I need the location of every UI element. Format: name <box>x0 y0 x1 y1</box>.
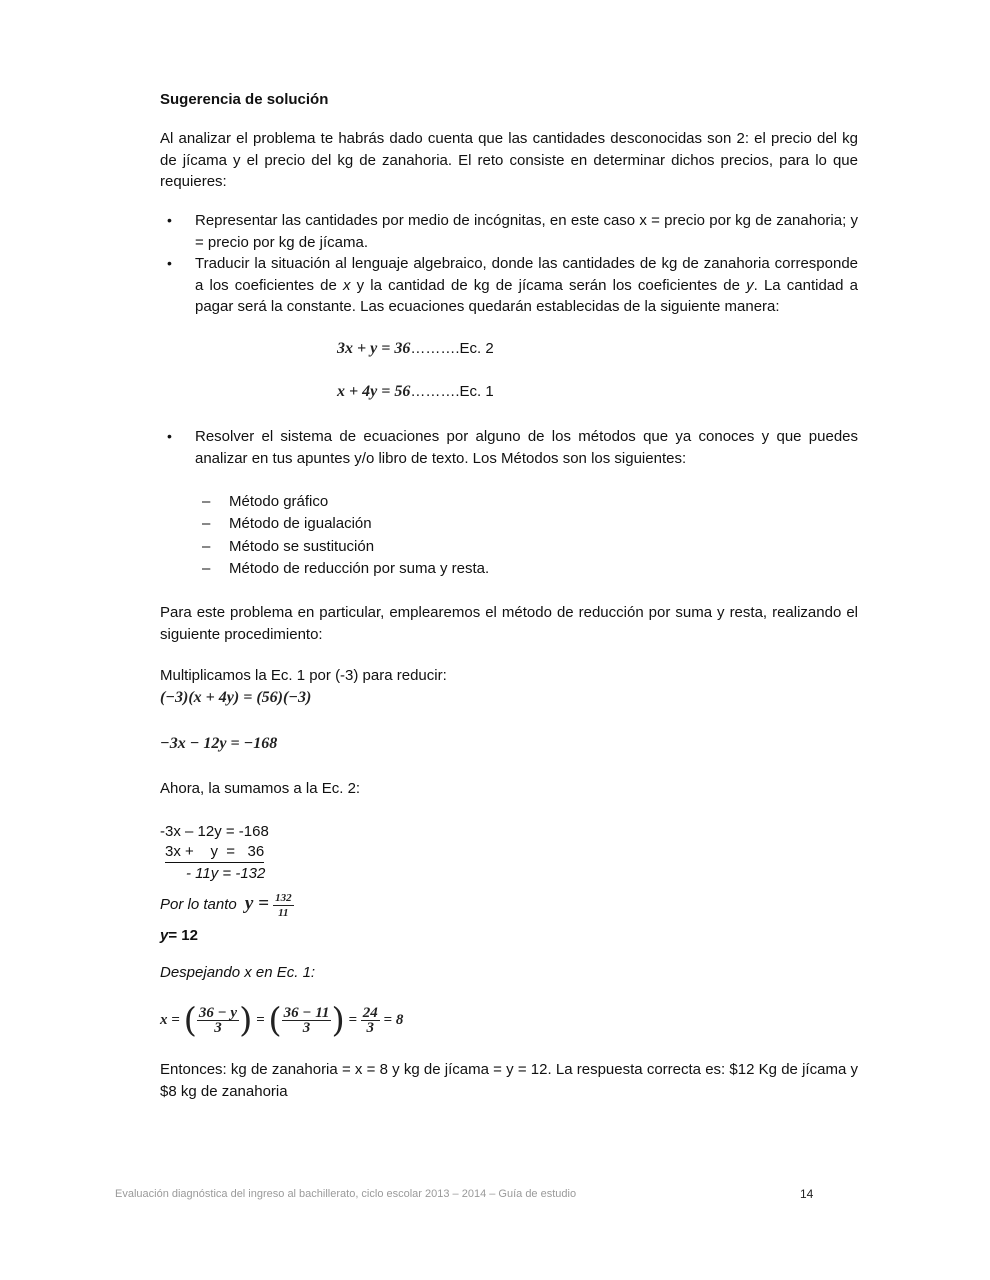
sum-line-2: 3x + y = 36 <box>165 842 264 863</box>
bullet-item-1 <box>160 210 858 253</box>
section-heading: Sugerencia de solución <box>160 91 329 108</box>
intro-paragraph <box>160 128 858 193</box>
footer-text: Evaluación diagnóstica del ingreso al bachillerato, ciclo escolar 2013 – 2014 – Guía de estudio <box>115 1188 577 1200</box>
intro-text: Al analizar el problema te habrás dado cuenta que las cantidades desconocidas son 2: el precio del kg de jícama y el precio del kg de zanahoria. El reto consiste en determinar dichos precios, para lo que requieres: <box>160 130 858 190</box>
bullet-item-2 <box>160 253 858 318</box>
y-equals: y = <box>244 893 269 914</box>
procedure-paragraph <box>160 602 858 645</box>
bullet-dot: • <box>167 428 172 444</box>
method-item-1: – Método gráfico <box>202 493 329 510</box>
bullet-dot: • <box>167 212 172 228</box>
bullet-list-2 <box>160 426 858 469</box>
y-result: y= 12 <box>160 927 198 944</box>
x-equation: x = ( $\frac{36 - y}{3}$ ) = ( $\frac{36 - 11}{3}$ ) = $\frac{24}{3}$ = 8 <box>160 1000 404 1041</box>
bullet-text-2: Traducir la situación al lenguaje algebraico, donde las cantidades de kg de zanahoria corresponde a los coeficientes de x y la cantidad de kg de jícama serán los coeficientes de y. La cantidad a pagar será la constante. Las ecuaciones quedarán establecidas de la siguiente manera: <box>195 255 858 315</box>
y-fraction: $\frac{132}{11}$ <box>275 891 292 919</box>
method-item-3: – Método se sustitución <box>202 538 375 555</box>
equation-1-expression: x + 4y = 56 <box>337 383 411 400</box>
add-text: Ahora, la sumamos a la Ec. 2: <box>160 780 361 797</box>
multiply-text: Multiplicamos la Ec. 1 por (-3) para reducir: <box>160 667 447 684</box>
bullet-item-3 <box>160 426 858 469</box>
equation-1 <box>337 381 494 403</box>
method-item-4: – Método de reducción por suma y resta. <box>202 560 490 577</box>
bullet-dot: • <box>167 255 172 271</box>
sum-line-3: - 11y = -132 <box>186 865 266 882</box>
procedure-text: Para este problema en particular, emplearemos el método de reducción por suma y resta, realizando el siguiente procedimiento: <box>160 604 858 643</box>
bullet-text-1: Representar las cantidades por medio de incógnitas, en este caso x = precio por kg de zanahoria; y = precio por kg de jícama. <box>195 212 858 251</box>
page-number: 14 <box>800 1187 814 1201</box>
multiply-result: −3x − 12y = −168 <box>160 735 278 752</box>
method-item-2: – Método de igualación <box>202 515 372 532</box>
conclusion-text: Entonces: kg de zanahoria = x = 8 y kg de jícama = y = 12. La respuesta correcta es: $12 Kg de jícama y $8 kg de zanahoria <box>160 1061 858 1100</box>
equation-2-expression: 3x + y = 36 <box>337 340 411 357</box>
bullet-list <box>160 210 858 318</box>
multiply-equation: (−3)(x + 4y) = (56)(−3) <box>160 689 312 706</box>
por-lo-tanto-text: Por lo tanto <box>160 896 237 913</box>
despejando-text: Despejando x en Ec. 1: <box>160 964 316 981</box>
conclusion-paragraph <box>160 1059 858 1102</box>
sum-line-1: -3x – 12y = -168 <box>160 823 269 840</box>
equation-2-label: ……….Ec. 2 <box>410 340 494 357</box>
bullet-text-3: Resolver el sistema de ecuaciones por alguno de los métodos que ya conoces y que puedes analizar en tus apuntes y/o libro de texto. Los Métodos son los siguientes: <box>195 428 858 467</box>
equation-2 <box>337 338 494 360</box>
equation-1-label: ……….Ec. 1 <box>410 383 494 400</box>
por-lo-tanto-line <box>160 886 294 923</box>
